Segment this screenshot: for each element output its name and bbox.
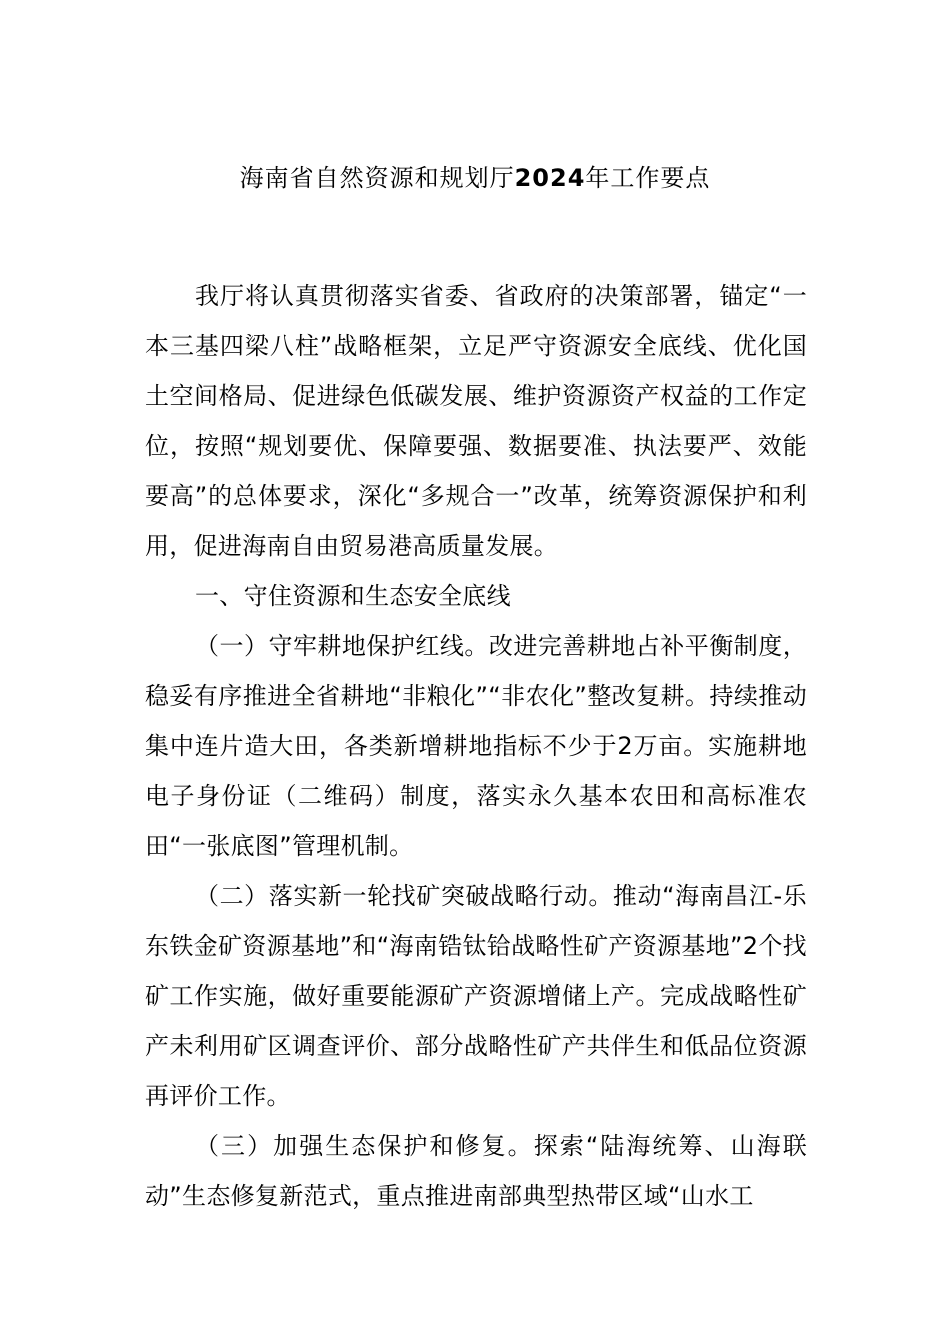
- title-prefix: 海南省自然资源和规划厅: [239, 164, 515, 192]
- title-year: 2024: [514, 164, 586, 192]
- section-heading-1: 一、守住资源和生态安全底线: [195, 582, 511, 610]
- item-paragraph-1: （一）守牢耕地保护红线。改进完善耕地占补平衡制度，稳妥有序推进全省耕地“非粮化”“非农化”整改复耕。持续推动集中连片造大田，各类新增耕地指标不少于2万亩。实施耕地电子身份证（二维码）制度，落实永久基本农田和高标准农田“一张底图”管理机制。: [145, 632, 807, 860]
- document-title: [0, 154, 950, 202]
- item-paragraph-2: （二）落实新一轮找矿突破战略行动。推动“海南昌江-乐东铁金矿资源基地”和“海南锆钛铪战略性矿产资源基地”2个找矿工作实施，做好重要能源矿产资源增储上产。完成战略性矿产未利用矿区调查评价、部分战略性矿产共伴生和低品位资源再评价工作。: [145, 882, 807, 1110]
- intro-paragraph: 我厅将认真贯彻落实省委、省政府的决策部署，锚定“一本三基四梁八柱”战略框架，立足严守资源安全底线、优化国土空间格局、促进绿色低碳发展、维护资源资产权益的工作定位，按照“规划要优、保障要强、数据要准、执法要严、效能要高”的总体要求，深化“多规合一”改革，统筹资源保护和利用，促进海南自由贸易港高质量发展。: [145, 282, 807, 560]
- title-suffix: 年工作要点: [585, 164, 711, 192]
- item-paragraph-3: （三）加强生态保护和修复。探索“陆海统筹、山海联动”生态修复新范式，重点推进南部典型热带区域“山水工: [145, 1132, 807, 1210]
- document-body: [145, 271, 807, 1221]
